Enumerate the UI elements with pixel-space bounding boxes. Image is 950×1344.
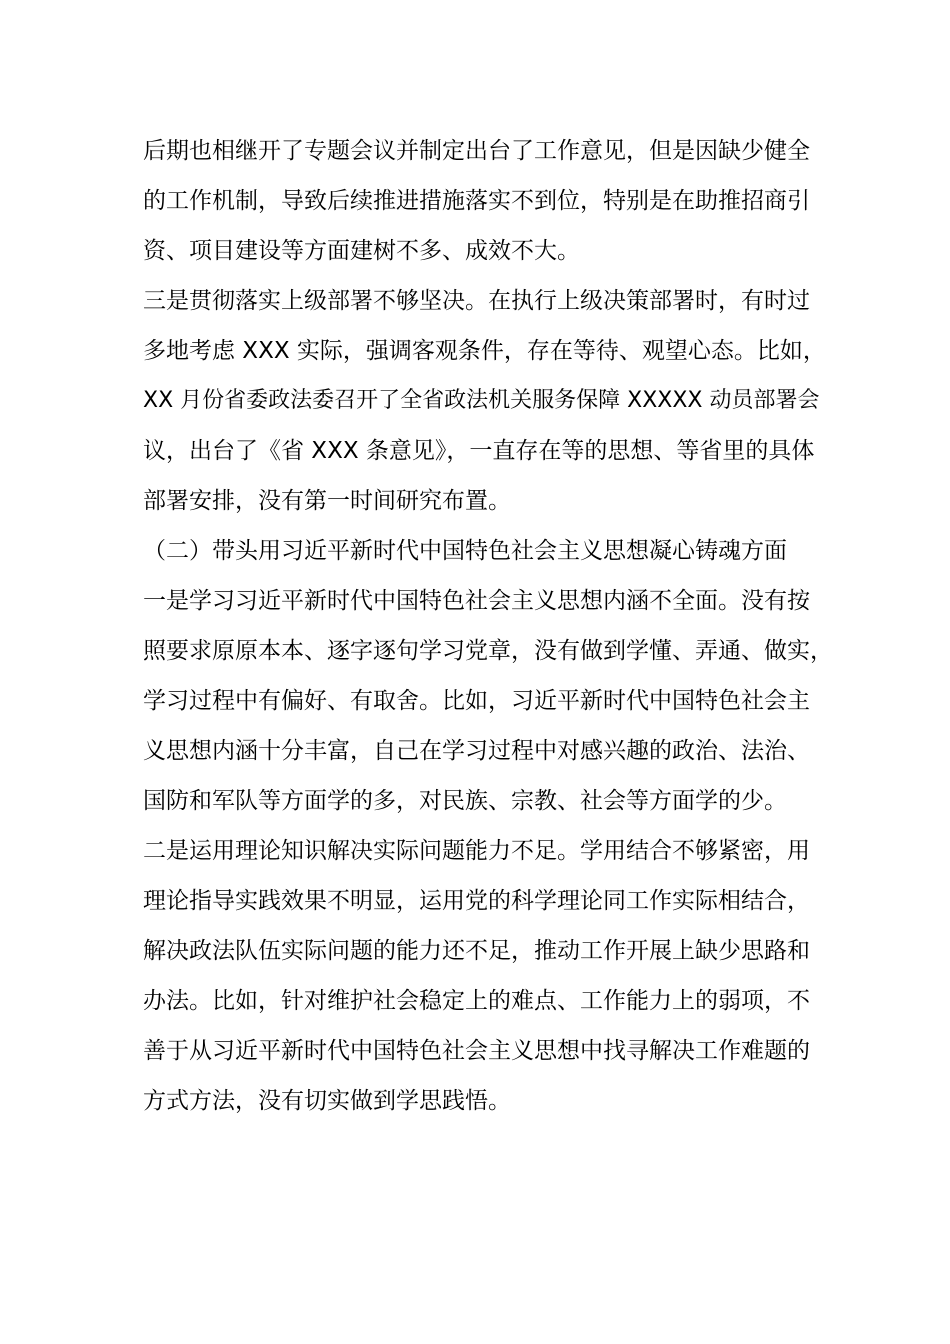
text-line-19: 善于从习近平新时代中国特色社会主义思想中找寻解决工作难题的 — [143, 1038, 810, 1064]
text-line-10: 一是学习习近平新时代中国特色社会主义思想内涵不全面。没有按 — [143, 588, 810, 614]
text-line-8: 部署安排，没有第一时间研究布置。 — [143, 488, 511, 514]
text-line-1: 后期也相继开了专题会议并制定出台了工作意见，但是因缺少健全 — [143, 138, 810, 164]
document-body — [143, 126, 833, 1126]
text-line-16: 理论指导实践效果不明显，运用党的科学理论同工作实际相结合， — [143, 888, 810, 914]
text-line-17: 解决政法队伍实际问题的能力还不足，推动工作开展上缺少思路和 — [143, 938, 810, 964]
text-line-14: 国防和军队等方面学的多，对民族、宗教、社会等方面学的少。 — [143, 788, 787, 814]
text-line-6: XX 月份省委政法委召开了全省政法机关服务保障 XXXXX 动员部署会 — [143, 388, 820, 413]
text-line-7: 议，出台了《省 XXX 条意见》，一直存在等的思想、等省里的具体 — [143, 438, 815, 464]
text-line-18: 办法。比如，针对维护社会稳定上的难点、工作能力上的弱项，不 — [143, 988, 810, 1014]
text-line-3: 资、项目建设等方面建树不多、成效不大。 — [143, 238, 580, 264]
text-line-2: 的工作机制，导致后续推进措施落实不到位，特别是在助推招商引 — [143, 188, 810, 214]
text-line-20: 方式方法，没有切实做到学思践悟。 — [143, 1088, 511, 1114]
text-line-11: 照要求原原本本、逐字逐句学习党章，没有做到学懂、弄通、做实， — [143, 638, 833, 664]
text-line-4: 三是贯彻落实上级部署不够坚决。在执行上级决策部署时，有时过 — [143, 288, 810, 314]
text-line-15: 二是运用理论知识解决实际问题能力不足。学用结合不够紧密，用 — [143, 838, 810, 864]
text-line-13: 义思想内涵十分丰富，自己在学习过程中对感兴趣的政治、法治、 — [143, 738, 810, 764]
text-line-5: 多地考虑 XXX 实际，强调客观条件，存在等待、观望心态。比如， — [143, 338, 826, 364]
text-line-12: 学习过程中有偏好、有取舍。比如，习近平新时代中国特色社会主 — [143, 688, 810, 714]
section-heading: （二）带头用习近平新时代中国特色社会主义思想凝心铸魂方面 — [143, 538, 787, 564]
